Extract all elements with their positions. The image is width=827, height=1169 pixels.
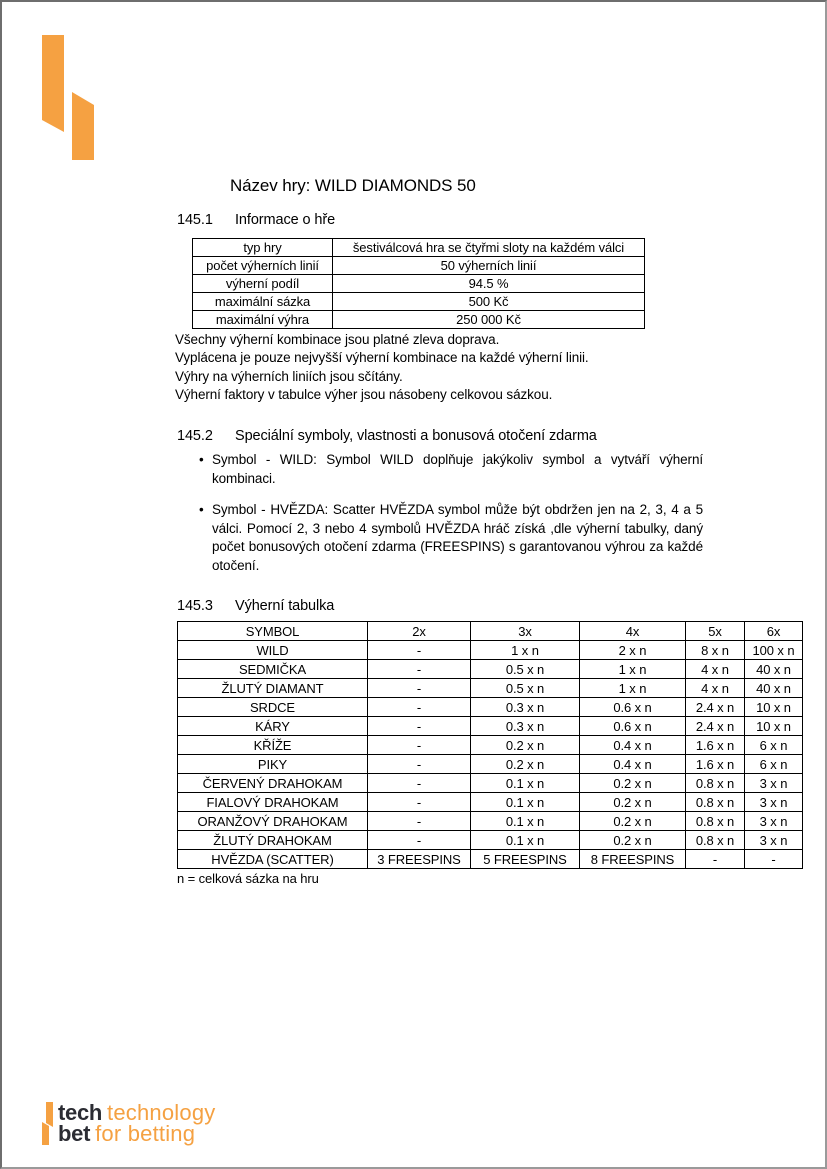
table-cell: - <box>368 641 471 660</box>
table-cell: - <box>368 793 471 812</box>
row-label-cell: ŽLUTÝ DRAHOKAM <box>178 831 368 850</box>
table-cell: 0.2 x n <box>580 812 686 831</box>
table-cell: 4 x n <box>686 660 745 679</box>
paytable-header-row <box>178 622 803 641</box>
table-cell: 3 x n <box>745 793 803 812</box>
row-label-cell: KŘÍŽE <box>178 736 368 755</box>
table-cell: - <box>368 679 471 698</box>
footer-brand-line-1 <box>58 1102 215 1123</box>
table-cell: 3 x n <box>745 812 803 831</box>
tagline-technology: technology <box>107 1100 216 1125</box>
paytable <box>177 621 803 869</box>
table-cell: - <box>368 660 471 679</box>
section-heading-paytable <box>177 598 334 614</box>
brand-text-tech: tech <box>58 1100 103 1125</box>
row-label-cell: počet výherních linií <box>193 257 333 275</box>
table-cell: 0.4 x n <box>580 736 686 755</box>
table-row <box>178 698 803 717</box>
bullet-item: • Symbol - HVĚZDA: Scatter HVĚZDA symbol může být obdržen jen na 2, 3, 4 a 5 válci. Pomocí 2, 3 nebo 4 symbolů HVĚZDA hráč získá ,dle výherní tabulky, daný počet bonusových otočení zdarma (FREESPINS) s garantovanou výhrou za každé otočení. <box>198 501 703 575</box>
table-cell: 1 x n <box>580 679 686 698</box>
table-cell: - <box>368 831 471 850</box>
row-label-cell: maximální výhra <box>193 311 333 329</box>
table-cell: 6 x n <box>745 736 803 755</box>
footer-logo <box>42 1102 215 1145</box>
table-row <box>193 293 645 311</box>
table-cell: 0.2 x n <box>580 793 686 812</box>
row-label-cell: výherní podíl <box>193 275 333 293</box>
paytable-note: n = celková sázka na hru <box>177 871 319 886</box>
table-cell: 250 000 Kč <box>333 311 645 329</box>
table-cell: 0.8 x n <box>686 774 745 793</box>
table-cell: 0.6 x n <box>580 717 686 736</box>
table-row <box>193 257 645 275</box>
row-label-cell: ORANŽOVÝ DRAHOKAM <box>178 812 368 831</box>
row-label-cell: HVĚZDA (SCATTER) <box>178 850 368 869</box>
tagline-for-betting: for betting <box>95 1121 196 1146</box>
table-cell: 50 výherních linií <box>333 257 645 275</box>
table-row <box>193 239 645 257</box>
table-row <box>178 755 803 774</box>
column-header: 2x <box>368 622 471 641</box>
table-row <box>178 660 803 679</box>
table-cell: šestiválcová hra se čtyřmi sloty na každém válci <box>333 239 645 257</box>
table-row <box>178 736 803 755</box>
table-row <box>178 774 803 793</box>
footer-brand-text <box>58 1102 215 1144</box>
rules-list <box>175 331 715 405</box>
table-cell: 4 x n <box>686 679 745 698</box>
table-cell: 2.4 x n <box>686 717 745 736</box>
footer-brand-line-2 <box>58 1123 215 1144</box>
table-cell: 3 x n <box>745 774 803 793</box>
table-cell: - <box>745 850 803 869</box>
rule-line: Výherní faktory v tabulce výher jsou násobeny celkovou sázkou. <box>175 387 553 403</box>
special-symbols-bullet-list <box>198 451 703 588</box>
table-cell: 40 x n <box>745 660 803 679</box>
row-label-cell: SRDCE <box>178 698 368 717</box>
table-cell: 0.3 x n <box>471 698 580 717</box>
row-label-cell: PIKY <box>178 755 368 774</box>
table-row <box>178 679 803 698</box>
row-label-cell: WILD <box>178 641 368 660</box>
table-cell: 0.1 x n <box>471 774 580 793</box>
table-cell: 0.8 x n <box>686 812 745 831</box>
table-cell: - <box>368 717 471 736</box>
bullet-item: • Symbol - WILD: Symbol WILD doplňuje jakýkoliv symbol a vytváří výherní kombinaci. <box>198 451 703 488</box>
table-row <box>193 275 645 293</box>
row-label-cell: FIALOVÝ DRAHOKAM <box>178 793 368 812</box>
table-cell: 2.4 x n <box>686 698 745 717</box>
table-cell: 3 FREESPINS <box>368 850 471 869</box>
row-label-cell: typ hry <box>193 239 333 257</box>
table-cell: - <box>368 736 471 755</box>
section-heading-info <box>177 212 335 228</box>
table-cell: 1 x n <box>471 641 580 660</box>
table-cell: 8 FREESPINS <box>580 850 686 869</box>
techbet-mark-icon <box>42 35 94 160</box>
table-cell: - <box>686 850 745 869</box>
table-cell: 0.6 x n <box>580 698 686 717</box>
game-info-table <box>192 238 645 329</box>
column-header: 6x <box>745 622 803 641</box>
rule-line: Vyplácena je pouze nejvyšší výherní kombinace na každé výherní linii. <box>175 350 589 366</box>
section-heading-symbols <box>177 428 597 444</box>
table-cell: 0.3 x n <box>471 717 580 736</box>
table-cell: 5 FREESPINS <box>471 850 580 869</box>
column-header: 3x <box>471 622 580 641</box>
rule-line: Výhry na výherních liniích jsou sčítány. <box>175 368 403 384</box>
table-row <box>178 812 803 831</box>
table-cell: 2 x n <box>580 641 686 660</box>
table-cell: 10 x n <box>745 717 803 736</box>
techbet-mark-small-icon <box>42 1102 53 1145</box>
table-cell: 0.2 x n <box>580 774 686 793</box>
column-header: 5x <box>686 622 745 641</box>
table-cell: 0.1 x n <box>471 812 580 831</box>
table-row <box>178 850 803 869</box>
table-cell: - <box>368 698 471 717</box>
table-row <box>178 831 803 850</box>
rule-line: Všechny výherní kombinace jsou platné zleva doprava. <box>175 332 500 347</box>
table-cell: 94.5 % <box>333 275 645 293</box>
section-title: Speciální symboly, vlastnosti a bonusová otočení zdarma <box>235 428 597 444</box>
table-cell: 1 x n <box>580 660 686 679</box>
row-label-cell: ČERVENÝ DRAHOKAM <box>178 774 368 793</box>
table-cell: 40 x n <box>745 679 803 698</box>
brand-text-bet: bet <box>58 1121 91 1146</box>
table-cell: 0.4 x n <box>580 755 686 774</box>
table-cell: 10 x n <box>745 698 803 717</box>
table-row <box>178 793 803 812</box>
table-cell: 0.2 x n <box>580 831 686 850</box>
table-cell: 0.8 x n <box>686 831 745 850</box>
table-row <box>193 311 645 329</box>
table-cell: - <box>368 755 471 774</box>
table-cell: 0.1 x n <box>471 793 580 812</box>
table-cell: 500 Kč <box>333 293 645 311</box>
table-cell: 1.6 x n <box>686 736 745 755</box>
table-cell: - <box>368 812 471 831</box>
table-cell: 0.5 x n <box>471 679 580 698</box>
section-title: Výherní tabulka <box>235 598 335 614</box>
section-number: 145.2 <box>177 428 213 444</box>
table-cell: - <box>368 774 471 793</box>
row-label-cell: ŽLUTÝ DIAMANT <box>178 679 368 698</box>
table-cell: 0.1 x n <box>471 831 580 850</box>
row-label-cell: KÁRY <box>178 717 368 736</box>
page-title: Název hry: WILD DIAMONDS 50 <box>230 176 476 195</box>
table-cell: 3 x n <box>745 831 803 850</box>
table-cell: 0.5 x n <box>471 660 580 679</box>
section-number: 145.1 <box>177 212 213 228</box>
row-label-cell: SEDMIČKA <box>178 660 368 679</box>
table-row <box>178 717 803 736</box>
table-row <box>178 641 803 660</box>
section-number: 145.3 <box>177 598 213 614</box>
table-cell: 1.6 x n <box>686 755 745 774</box>
table-cell: 0.2 x n <box>471 755 580 774</box>
table-cell: 0.2 x n <box>471 736 580 755</box>
table-cell: 0.8 x n <box>686 793 745 812</box>
column-header: SYMBOL <box>178 622 368 641</box>
row-label-cell: maximální sázka <box>193 293 333 311</box>
column-header: 4x <box>580 622 686 641</box>
table-cell: 6 x n <box>745 755 803 774</box>
table-cell: 100 x n <box>745 641 803 660</box>
section-title: Informace o hře <box>235 212 336 228</box>
table-cell: 8 x n <box>686 641 745 660</box>
